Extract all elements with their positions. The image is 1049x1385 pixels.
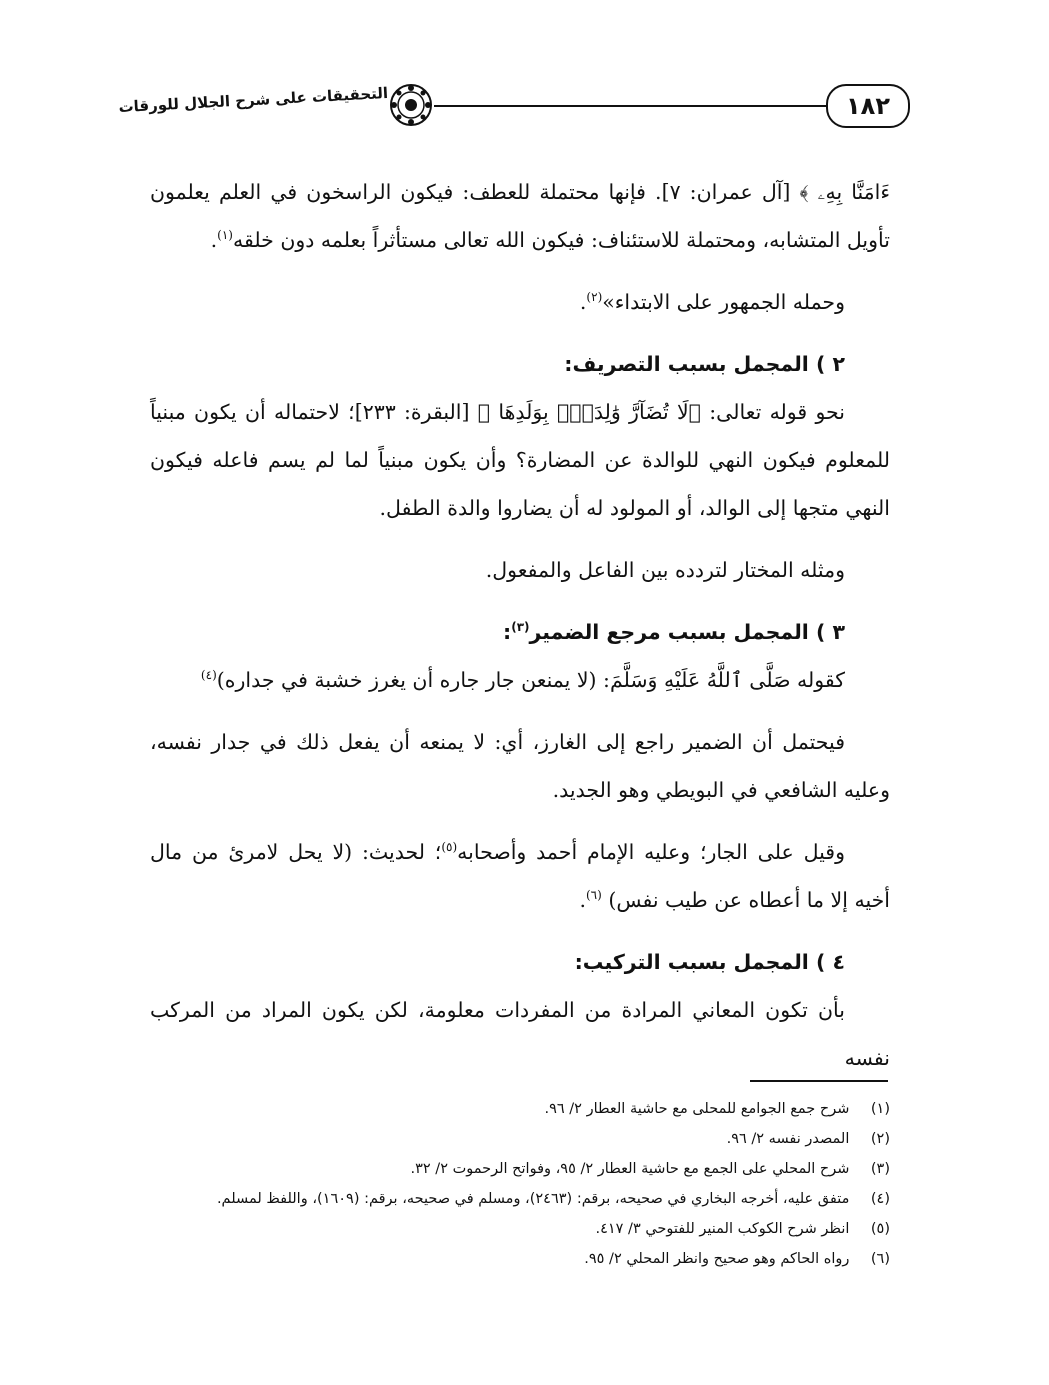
footnote-number: (٦) xyxy=(870,1251,890,1267)
footnote-ref: (٦) xyxy=(585,888,602,903)
header-rule xyxy=(388,105,828,107)
footnote-ref: (٢) xyxy=(586,290,603,305)
footnote xyxy=(150,1154,890,1184)
footnote-number: (٣) xyxy=(870,1161,890,1177)
punctuation: . xyxy=(210,228,218,252)
page-header xyxy=(118,70,910,140)
paragraph xyxy=(150,656,890,704)
footnote-number: (٥) xyxy=(870,1221,890,1237)
paragraph xyxy=(150,828,890,924)
footnote-ref: (٥) xyxy=(441,840,458,855)
paragraph-text: وحمله الجمهور على الابتداء» xyxy=(602,290,845,314)
punctuation: : xyxy=(503,620,512,644)
footnotes xyxy=(150,1094,890,1274)
footnote xyxy=(150,1184,890,1214)
footnote xyxy=(150,1124,890,1154)
paragraph: فيحتمل أن الضمير راجع إلى الغارز، أي: لا يمنعه أن يفعل ذلك في جدار نفسه، وعليه الشافعي في البويطي وهو الجديد. xyxy=(150,730,890,802)
paragraph: نحو قوله تعالى: ﴿لَا تُضَآرَّ وَٰلِدَةٌۢ بِوَلَدِهَا ﴾ [البقرة: ٢٣٣]؛ لاحتماله أن يكون مبنياً للمعلوم فيكون النهي للوالدة عن المضارة؟ وأن يكون مبنياً لما لم يسم فاعله فيكون النهي متجها إلى الوالد، أو المولود له أن يضاروا والدة الطفل. xyxy=(150,400,890,520)
footnote-text: رواه الحاكم وهو صحيح وانظر المحلي ٢/ ٩٥. xyxy=(584,1251,850,1267)
footnote xyxy=(150,1244,890,1274)
paragraph-text: وقيل على الجار؛ وعليه الإمام أحمد وأصحابه xyxy=(457,840,845,864)
paragraph xyxy=(150,168,890,264)
floral-ornament-icon xyxy=(388,82,434,128)
footnote-text: المصدر نفسه ٢/ ٩٦. xyxy=(726,1131,850,1147)
footnote-text: شرح المحلي على الجمع مع حاشية العطار ٢/ ٩٥، وفواتح الرحموت ٢/ ٣٢. xyxy=(410,1161,850,1177)
heading-text: ٣ ) المجمل بسبب مرجع الضمير xyxy=(529,620,845,644)
footnote-number: (٤) xyxy=(870,1191,890,1207)
footnote-number: (٢) xyxy=(870,1131,890,1147)
section-heading: ٢ ) المجمل بسبب التصريف: xyxy=(564,352,845,376)
section-heading: ٤ ) المجمل بسبب التركيب: xyxy=(574,950,845,974)
paragraph: ومثله المختار لتردده بين الفاعل والمفعول. xyxy=(485,558,845,582)
paragraph xyxy=(150,278,890,326)
page-number: ١٨٢ xyxy=(826,84,910,128)
footnote-ref: (٣) xyxy=(511,620,530,635)
punctuation: . xyxy=(579,290,587,314)
punctuation: . xyxy=(579,888,586,912)
paragraph-text: كقوله صَلَّى ٱللَّهُ عَلَيْهِ وَسَلَّمَ: (لا يمنعن جار جاره أن يغرز خشبة في جداره) xyxy=(216,668,845,692)
paragraph-text: ؛ لحديث: (لا يحل لامرئ من مال أخيه إلا ما أعطاه عن طيب نفس) xyxy=(150,840,890,912)
footnote-number: (١) xyxy=(870,1101,890,1117)
footnote xyxy=(150,1094,890,1124)
section-heading xyxy=(150,608,890,656)
footnote-ref: (١) xyxy=(217,228,233,243)
footnote-ref: (٤) xyxy=(200,668,217,683)
paragraph: بأن تكون المعاني المرادة من المفردات معلومة، لكن يكون المراد من المركب نفسه xyxy=(150,998,890,1070)
footnote-text: شرح جمع الجوامع للمحلى مع حاشية العطار ٢/ ٩٦. xyxy=(544,1101,850,1117)
book-title: التحقيقات على شرح الجلال للورقات xyxy=(118,84,389,117)
footnote-text: متفق عليه، أخرجه البخاري في صحيحه، برقم: (٢٤٦٣)، ومسلم في صحيحه، برقم: (١٦٠٩)، واللفظ لمسلم. xyxy=(216,1191,850,1207)
main-text xyxy=(150,168,890,1082)
footnote xyxy=(150,1214,890,1244)
paragraph-text: ءَامَنَّا بِهِۦ ﴾ [آل عمران: ٧]. فإنها محتملة للعطف: فيكون الراسخون في العلم يعلمون تأويل المتشابه، ومحتملة للاستئناف: فيكون الله تعالى مستأثراً بعلمه دون خلقه xyxy=(150,180,891,252)
footnote-text: انظر شرح الكوكب المنير للفتوحي ٣/ ٤١٧. xyxy=(595,1221,850,1237)
footnote-separator xyxy=(750,1080,888,1082)
